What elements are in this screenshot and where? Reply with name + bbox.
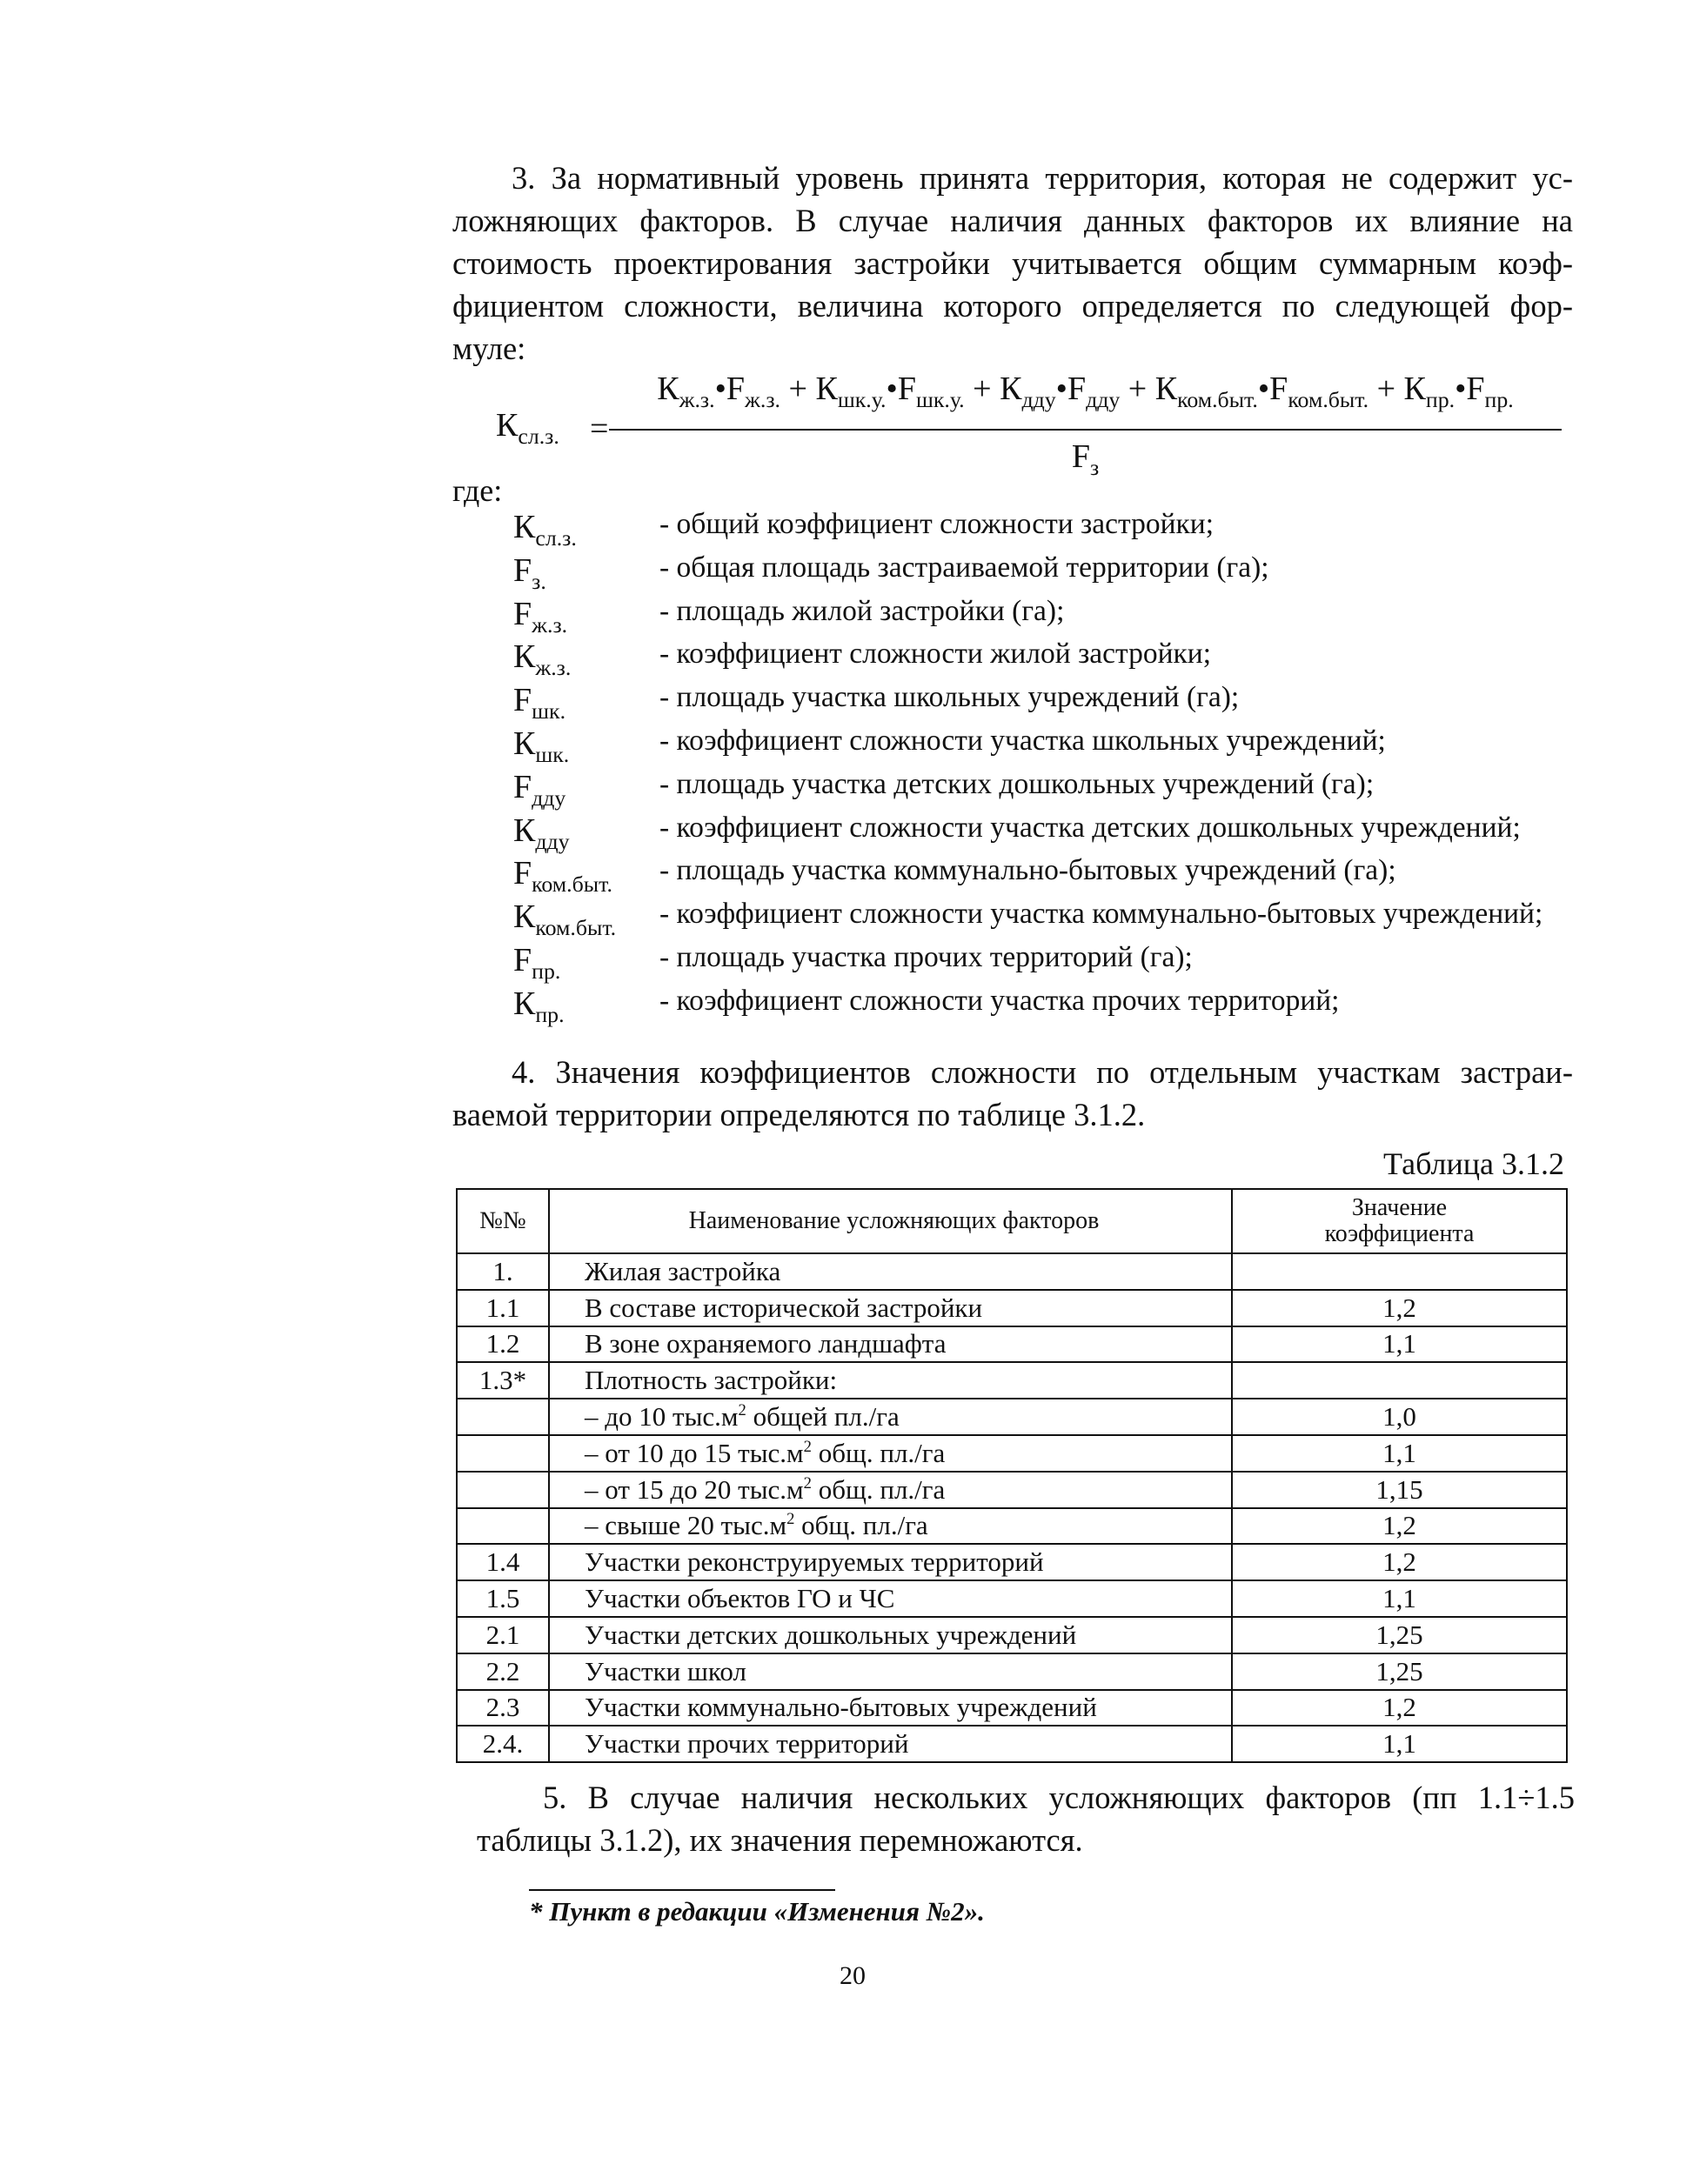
table-row: [457, 1544, 1567, 1580]
factor-name-cell: Участки объектов ГО и ЧС: [549, 1580, 1232, 1617]
factor-name-cell: – до 10 $тыс.м^2$ общей пл./га: [549, 1399, 1232, 1435]
formula-equals: =: [590, 411, 609, 447]
coefficient-value-cell: [1232, 1253, 1567, 1290]
item-number-cell: 1.1: [457, 1290, 549, 1326]
table-row: [457, 1362, 1567, 1399]
coefficients-table: [456, 1188, 1568, 1763]
footnote-separator: [529, 1889, 835, 1891]
paragraph-4: [452, 1051, 1573, 1136]
definition-text: - коэффициент сложности участка коммунально-бытовых учреждений;: [659, 898, 1543, 931]
definition-symbol: $F_{з.}$: [513, 551, 546, 594]
factor-name-cell: Участки школ: [549, 1653, 1232, 1690]
table-row: [457, 1690, 1567, 1726]
factor-name-cell: – от 10 до 15 $тыс.м^2$ общ. пл./га: [549, 1435, 1232, 1472]
text-line: ваемой территории определяются по таблице 3.1.2.: [452, 1097, 1146, 1132]
factor-name-cell: – от 15 до 20 $тыс.м^2$ общ. пл./га: [549, 1472, 1232, 1508]
definition-text: - площадь участка прочих территорий (га);: [659, 940, 1193, 973]
definition-symbol: $К_{сл.з.}$: [513, 509, 577, 551]
definition-text: - общая площадь застраиваемой территории (га);: [659, 551, 1269, 584]
where-label: где:: [452, 473, 503, 508]
text-line: фициентом сложности, величина которого определяется по следующей фор-: [452, 288, 1573, 324]
factor-name-cell: Участки коммунально-бытовых учреждений: [549, 1690, 1232, 1726]
factor-name-cell: Жилая застройка: [549, 1253, 1232, 1290]
item-number-cell: [457, 1508, 549, 1545]
item-number-cell: 2.1: [457, 1617, 549, 1653]
coefficient-value-cell: 1,1: [1232, 1580, 1567, 1617]
item-number-cell: 2.4.: [457, 1726, 549, 1762]
factor-name-cell: В зоне охраняемого ландшафта: [549, 1326, 1232, 1363]
text-line: муле:: [452, 331, 526, 366]
factor-name-cell: Участки прочих территорий: [549, 1726, 1232, 1762]
item-number-cell: 1.4: [457, 1544, 549, 1580]
definition-symbol: $F_{пр.}$: [513, 941, 561, 984]
coefficient-value-cell: 1,0: [1232, 1399, 1567, 1435]
text-line: ложняющих факторов. В случае наличия данных факторов их влияние на: [452, 203, 1573, 238]
definition-text: - коэффициент сложности участка школьных учреждений;: [659, 724, 1386, 757]
formula-term: $К_{ком.быт.}•F_{ком.быт.}$ +: [1154, 371, 1396, 413]
item-number-cell: 2.3: [457, 1690, 549, 1726]
factor-name-cell: Плотность застройки:: [549, 1362, 1232, 1399]
coefficient-value-cell: 1,25: [1232, 1617, 1567, 1653]
definition-symbol: $К_{ком.быт.}$: [513, 898, 617, 941]
header-number: №№: [457, 1189, 549, 1253]
definition-text: - общий коэффициент сложности застройки;: [659, 508, 1215, 540]
definition-text: - коэффициент сложности жилой застройки;: [659, 638, 1212, 671]
text-line: 4. Значения коэффициентов сложности по отдельным участкам застраи-: [512, 1054, 1573, 1090]
formula-denominator: $F_з$: [1071, 438, 1100, 481]
coefficient-value-cell: 1,2: [1232, 1690, 1567, 1726]
coefficient-value-cell: 1,1: [1232, 1726, 1567, 1762]
item-number-cell: [457, 1435, 549, 1472]
item-number-cell: 1.5: [457, 1580, 549, 1617]
table-row: [457, 1290, 1567, 1326]
definition-symbol: $F_{шк.}$: [513, 682, 566, 725]
definition-symbol: $F_{ж.з.}$: [513, 595, 568, 638]
header-coefficient: Значение коэффициента: [1232, 1189, 1567, 1253]
item-number-cell: 1.: [457, 1253, 549, 1290]
paragraph-3: [452, 157, 1573, 370]
item-number-cell: [457, 1472, 549, 1508]
header-factor-name: Наименование усложняющих факторов: [549, 1189, 1232, 1253]
item-number-cell: 1.2: [457, 1326, 549, 1363]
definition-text: - коэффициент сложности участка прочих территорий;: [659, 984, 1340, 1017]
item-number-cell: [457, 1399, 549, 1435]
definition-text: - площадь участка коммунально-бытовых учреждений (га);: [659, 854, 1396, 887]
definition-text: - коэффициент сложности участка детских дошкольных учреждений;: [659, 811, 1521, 844]
definition-text: - площадь участка детских дошкольных учреждений (га);: [659, 767, 1375, 800]
complexity-formula: [496, 370, 1575, 481]
table-row: [457, 1617, 1567, 1653]
definition-text: - площадь участка школьных учреждений (га);: [659, 681, 1240, 714]
table-row: [457, 1508, 1567, 1545]
table-header-row: [457, 1189, 1567, 1253]
formula-numerator: [609, 370, 1562, 413]
definition-symbol: $К_{дду}$: [513, 811, 570, 854]
table-row: [457, 1399, 1567, 1435]
text-line: 5. В случае наличия нескольких усложняющих факторов (пп 1.1÷1.5: [543, 1780, 1575, 1815]
definition-symbol: $К_{шк.}$: [513, 725, 570, 768]
formula-term: $К_{дду}•F_{дду}$ +: [1000, 371, 1148, 413]
factor-name-cell: В составе исторической застройки: [549, 1290, 1232, 1326]
table-row: [457, 1726, 1567, 1762]
fraction-bar: [609, 429, 1562, 431]
coefficient-value-cell: [1232, 1362, 1567, 1399]
text-line: стоимость проектирования застройки учитывается общим суммарным коэф-: [452, 245, 1573, 281]
table-row: [457, 1326, 1567, 1363]
footnote: * Пункт в редакции «Изменения №2».: [529, 1896, 985, 1927]
coefficient-value-cell: 1,15: [1232, 1472, 1567, 1508]
factor-name-cell: Участки детских дошкольных учреждений: [549, 1617, 1232, 1653]
table-row: [457, 1253, 1567, 1290]
table-row: [457, 1653, 1567, 1690]
definition-symbol: $F_{дду}$: [513, 768, 566, 811]
definition-symbol: $К_{ж.з.}$: [513, 638, 572, 681]
coefficient-value-cell: 1,25: [1232, 1653, 1567, 1690]
coefficient-value-cell: 1,1: [1232, 1435, 1567, 1472]
table-caption: Таблица 3.1.2: [1383, 1146, 1564, 1181]
table-row: [457, 1435, 1567, 1472]
coefficient-value-cell: 1,2: [1232, 1508, 1567, 1545]
coefficient-value-cell: 1,2: [1232, 1290, 1567, 1326]
formula-term: $К_{ж.з.}•F_{ж.з.}$ +: [657, 371, 807, 413]
factor-name-cell: – свыше 20 $тыс.м^2$ общ. пл./га: [549, 1508, 1232, 1545]
coefficient-value-cell: 1,1: [1232, 1326, 1567, 1363]
coefficient-value-cell: 1,2: [1232, 1544, 1567, 1580]
table-row: [457, 1580, 1567, 1617]
page-number: 20: [840, 1961, 866, 1990]
table-row: [457, 1472, 1567, 1508]
definition-text: - площадь жилой застройки (га);: [659, 594, 1065, 627]
text-line: 3. За нормативный уровень принята территория, которая не содержит ус-: [512, 160, 1573, 196]
formula-lhs: $К_{сл.з.}$: [496, 407, 559, 450]
definition-symbol: $К_{пр.}$: [513, 985, 565, 1027]
formula-term: $К_{пр.}•F_{пр.}$: [1403, 371, 1514, 413]
item-number-cell: 1.3*: [457, 1362, 549, 1399]
definition-symbol: $F_{ком.быт.}$: [513, 855, 612, 898]
formula-term: $К_{шк.у.}•F_{шк.у.}$ +: [815, 371, 992, 413]
item-number-cell: 2.2: [457, 1653, 549, 1690]
factor-name-cell: Участки реконструируемых территорий: [549, 1544, 1232, 1580]
paragraph-5: [477, 1776, 1575, 1861]
text-line: таблицы 3.1.2), их значения перемножаются.: [477, 1822, 1083, 1858]
